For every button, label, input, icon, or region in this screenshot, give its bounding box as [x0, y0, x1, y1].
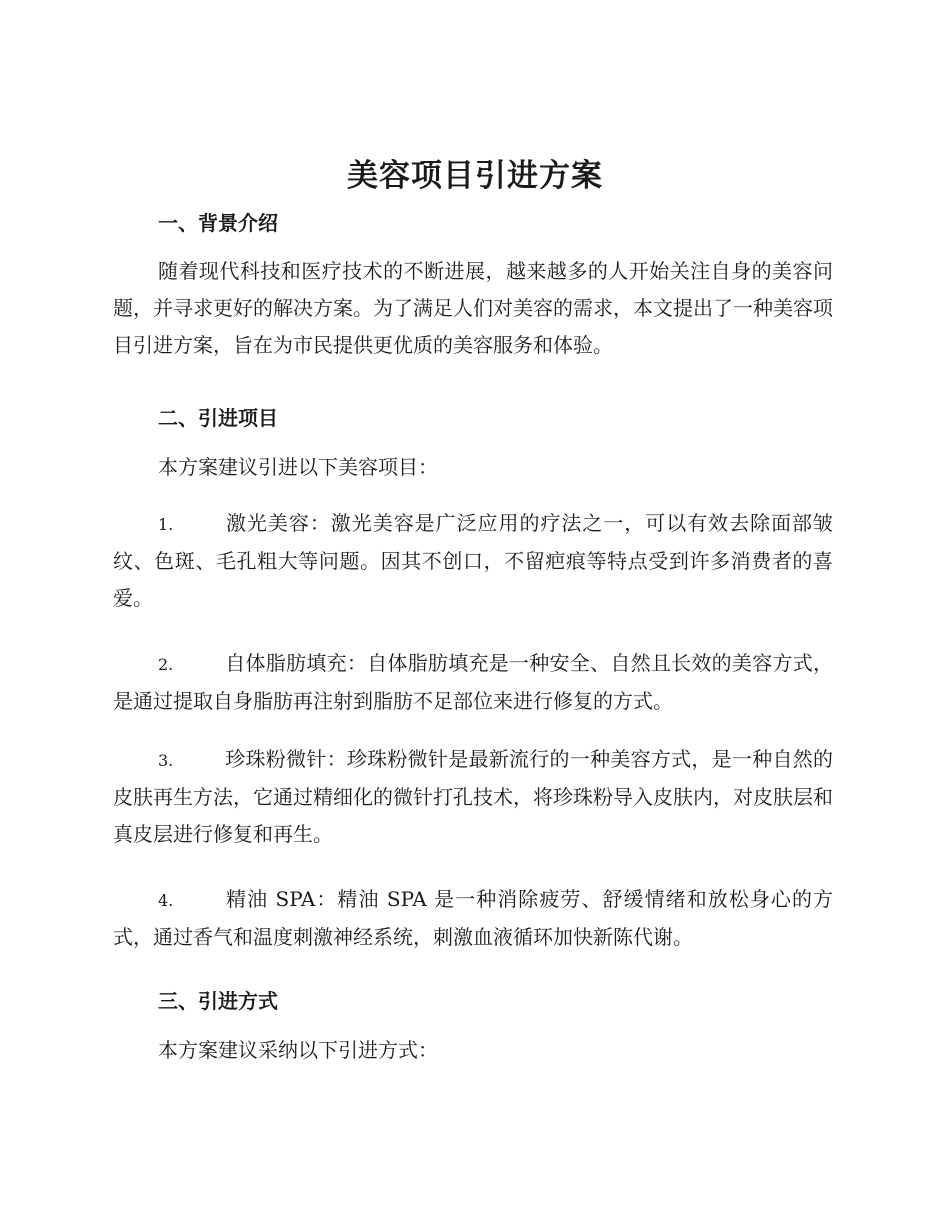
list-item-number: 1. — [158, 515, 174, 534]
section-heading-projects: 二、引进项目 — [158, 406, 278, 430]
list-item-number: 3. — [158, 751, 174, 770]
list-item — [113, 741, 833, 853]
list-item-number: 2. — [158, 655, 174, 674]
list-item — [113, 881, 833, 956]
list-item-text: 珍珠粉微针：珍珠粉微针是最新流行的一种美容方式，是一种自然的皮肤再生方法，它通过精细化的微针打孔技术，将珍珠粉导入皮肤内，对皮肤层和真皮层进行修复和再生。 — [113, 747, 833, 846]
list-item-text: 精油 SPA：精油 SPA 是一种消除疲劳、舒缓情绪和放松身心的方式，通过香气和温度刺激神经系统，刺激血液循环加快新陈代谢。 — [113, 887, 833, 949]
list-item-number: 4. — [158, 891, 174, 910]
background-paragraph: 随着现代科技和医疗技术的不断进展，越来越多的人开始关注自身的美容问题，并寻求更好的解决方案。为了满足人们对美容的需求，本文提出了一种美容项目引进方案，旨在为市民提供更优质的美容服务和体验。 — [113, 259, 833, 357]
list-item — [113, 505, 833, 617]
projects-intro: 本方案建议引进以下美容项目： — [158, 455, 438, 479]
list-item-text: 激光美容：激光美容是广泛应用的疗法之一，可以有效去除面部皱纹、色斑、毛孔粗大等问题。因其不创口，不留疤痕等特点受到许多消费者的喜爱。 — [113, 511, 833, 610]
section-heading-methods: 三、引进方式 — [158, 989, 278, 1013]
list-item-text: 自体脂肪填充：自体脂肪填充是一种安全、自然且长效的美容方式，是通过提取自身脂肪再注射到脂肪不足部位来进行修复的方式。 — [113, 651, 833, 713]
methods-intro: 本方案建议采纳以下引进方式： — [158, 1038, 438, 1062]
document-title: 美容项目引进方案 — [347, 158, 603, 194]
list-item — [113, 645, 833, 720]
section-heading-background: 一、背景介绍 — [158, 211, 278, 235]
